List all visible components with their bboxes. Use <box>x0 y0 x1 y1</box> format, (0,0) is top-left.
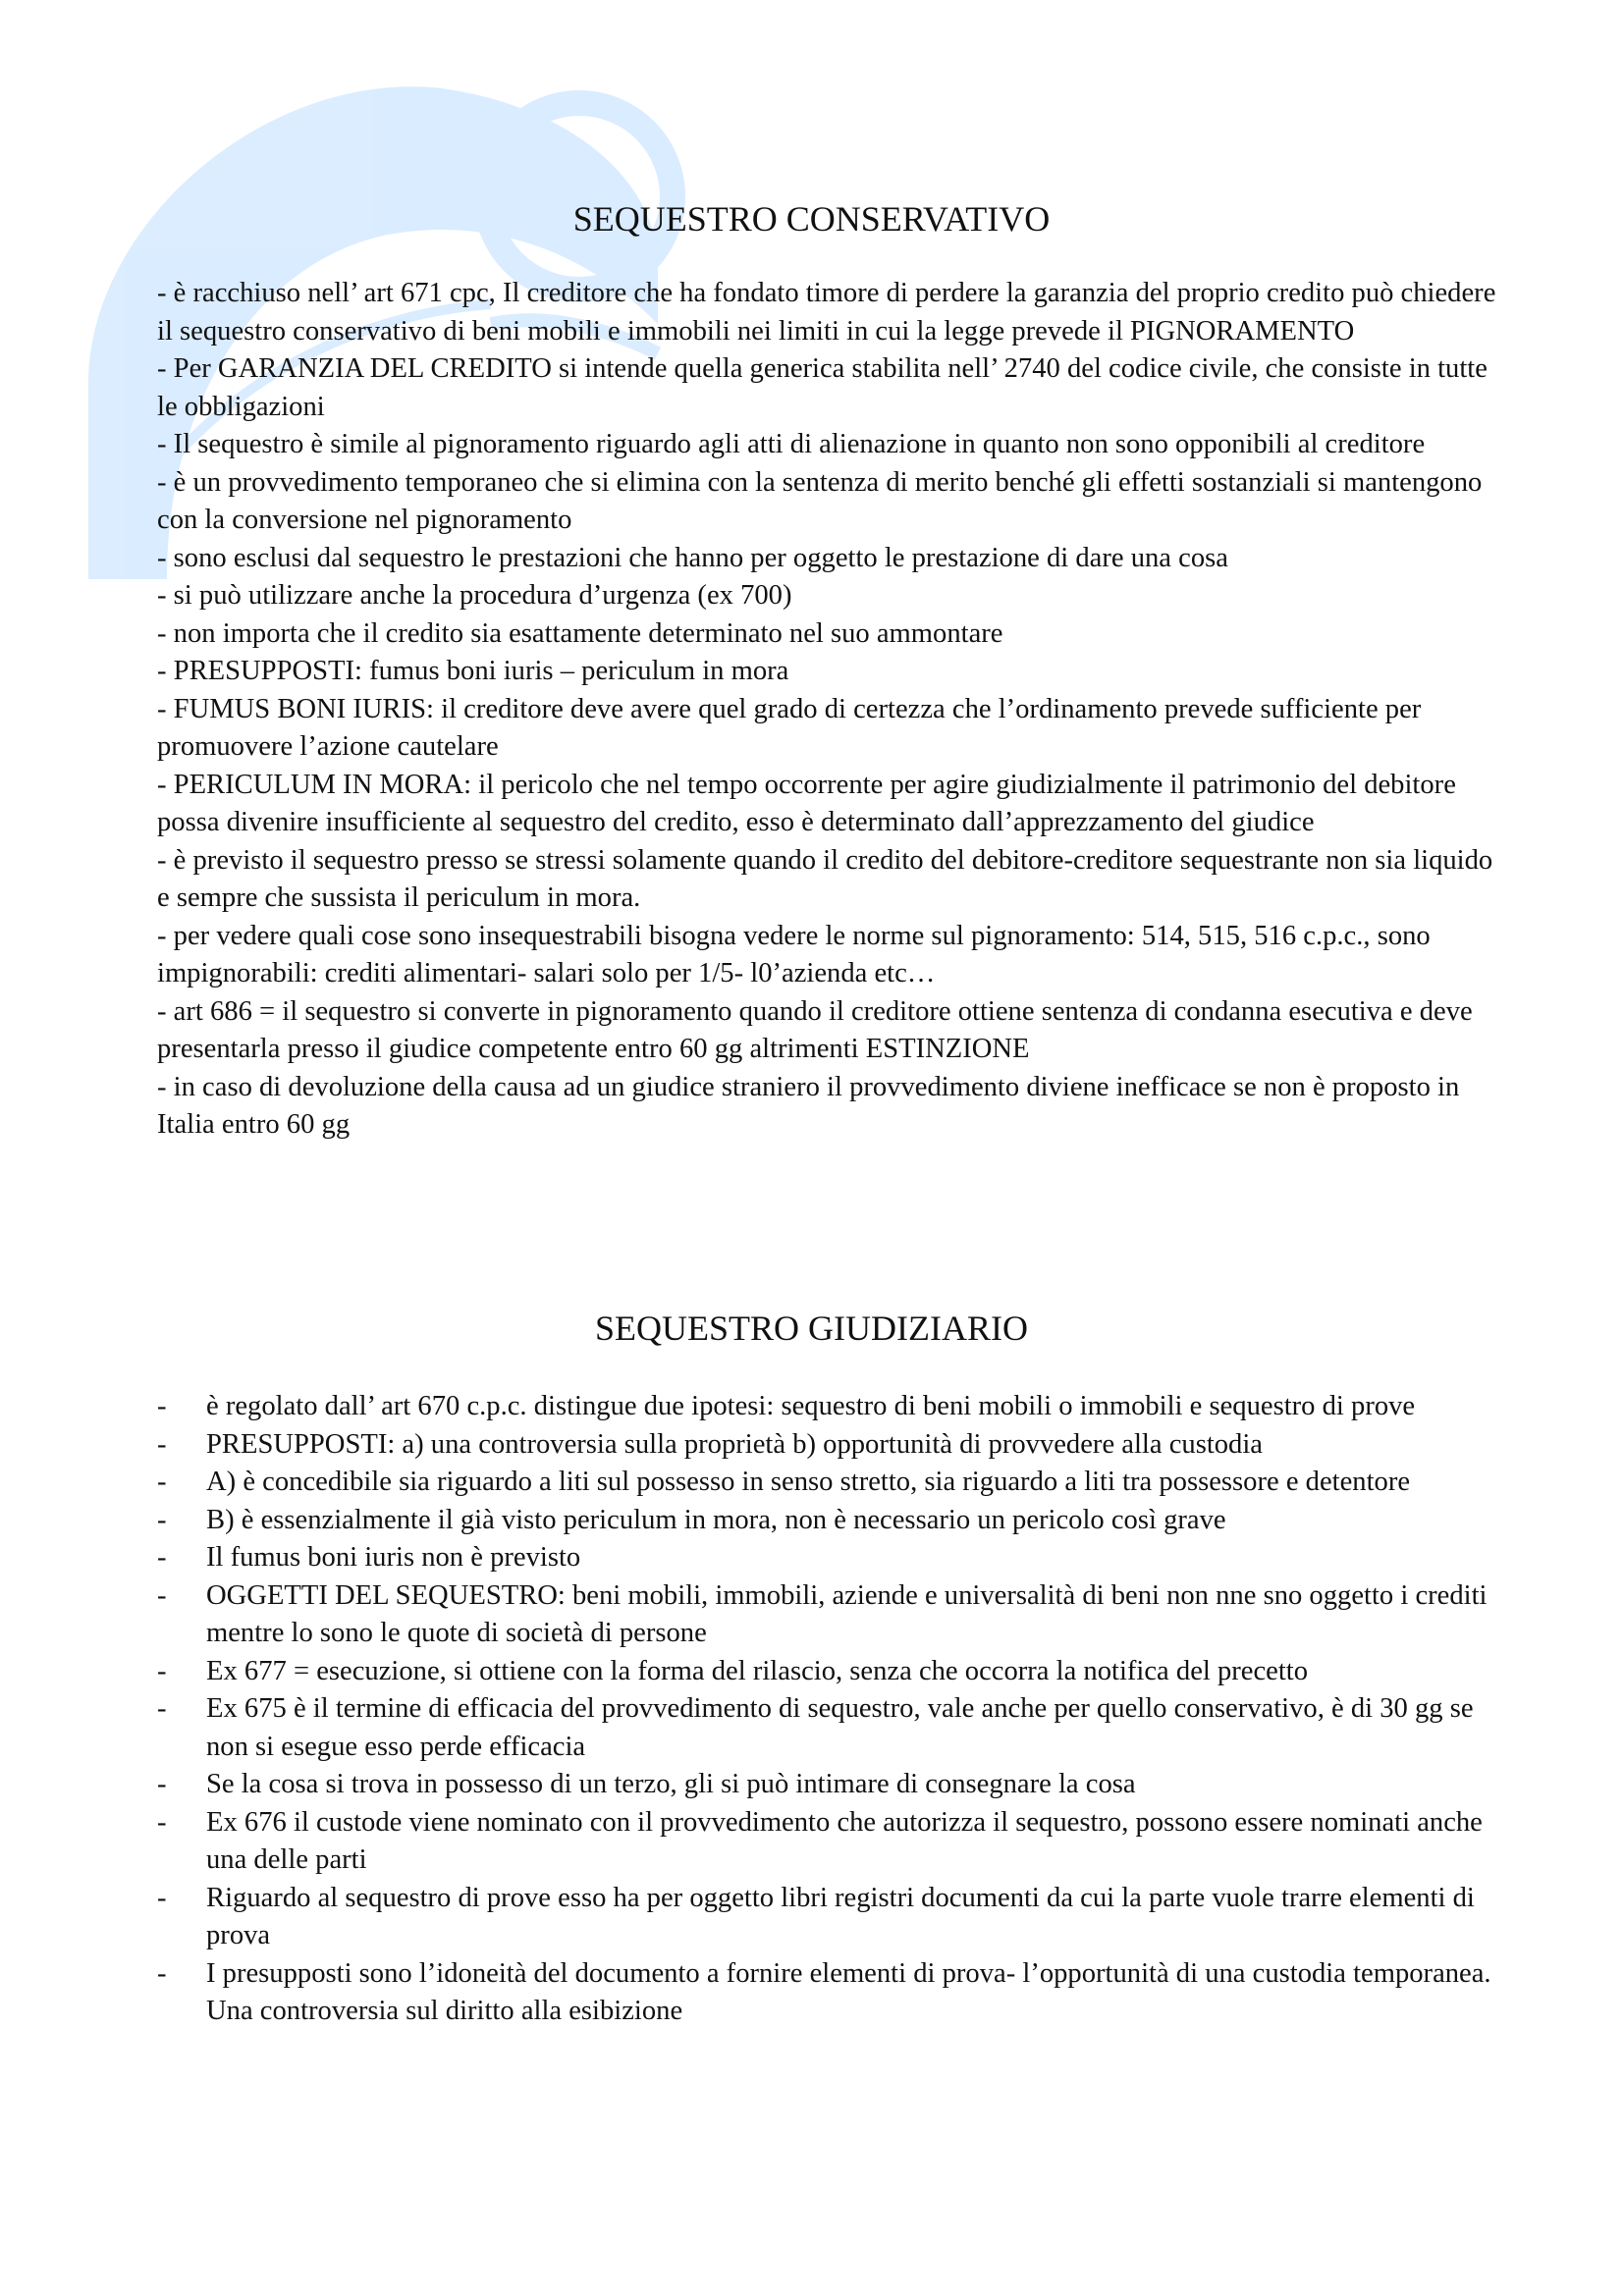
bullet-dash: - <box>157 1428 167 1460</box>
list-item-text: I presupposti sono l’idoneità del documento a fornire elementi di prova- l’opportunità di una custodia temporanea. Una controversia sul diritto alla esibizione <box>206 1957 1491 2026</box>
paragraph: - PRESUPPOSTI: fumus boni iuris – periculum in mora <box>157 656 789 686</box>
list-item <box>157 1388 1497 1426</box>
paragraph: - è racchiuso nell’ art 671 cpc, Il creditore che ha fondato timore di perdere la garanzia del proprio credito può chiedere il sequestro conservativo di beni mobili e immobili nei limiti in cui la legge prevede il PIGNORAMENTO <box>157 278 1496 347</box>
paragraph: - è un provvedimento temporaneo che si elimina con la sentenza di merito benché gli effetti sostanziali si mantengono con la conversione nel pignoramento <box>157 466 1483 535</box>
list-item-text: Se la cosa si trova in possesso di un terzo, gli si può intimare di consegnare la cosa <box>206 1769 1136 1799</box>
paragraph: - per vedere quali cose sono insequestrabili bisogna vedere le norme sul pignoramento: 514, 515, 516 c.p.c., sono impignorabili: crediti alimentari- salari solo per 1/5- l0’azienda etc… <box>157 920 1431 988</box>
paragraph: - è previsto il sequestro presso se stressi solamente quando il credito del debitore-creditore sequestrante non sia liquido e sempre che sussista il periculum in mora. <box>157 844 1493 913</box>
bullet-dash: - <box>157 1693 167 1724</box>
list-item <box>157 1653 1497 1691</box>
list-item-text: Ex 677 = esecuzione, si ottiene con la forma del rilascio, senza che occorra la notifica del precetto <box>206 1655 1309 1686</box>
paragraph: - Il sequestro è simile al pignoramento riguardo agli atti di alienazione in quanto non sono opponibili al creditore <box>157 429 1426 459</box>
list-item <box>157 1577 1497 1653</box>
list-item-text: Riguardo al sequestro di prove esso ha per oggetto libri registri documenti da cui la parte vuole trarre elementi di prova <box>206 1882 1475 1950</box>
section-list-giudiziario <box>157 1388 1497 2031</box>
list-item-text: A) è concedibile sia riguardo a liti sul possesso in senso stretto, sia riguardo a liti tra possessore e detentore <box>206 1467 1411 1497</box>
paragraph: - FUMUS BONI IURIS: il creditore deve avere quel grado di certezza che l’ordinamento prevede sufficiente per promuovere l’azione cautelare <box>157 693 1422 762</box>
list-item <box>157 1464 1497 1502</box>
list-item <box>157 1955 1497 2031</box>
list-item-text: B) è essenzialmente il già visto periculum in mora, non è necessario un pericolo così grave <box>206 1504 1226 1535</box>
list-item <box>157 1539 1497 1577</box>
bullet-dash: - <box>157 1391 167 1421</box>
list-item <box>157 1766 1497 1804</box>
bullet-dash: - <box>157 1806 167 1838</box>
list-item-text: OGGETTI DEL SEQUESTRO: beni mobili, immobili, aziende e universalità di beni non nne sno oggetto i crediti mentre lo sono le quote di società di persone <box>206 1579 1488 1648</box>
section-title-conservativo: SEQUESTRO CONSERVATIVO <box>572 199 1051 239</box>
bullet-dash: - <box>157 1957 167 1989</box>
bullet-dash: - <box>157 1769 167 1799</box>
paragraph: - Per GARANZIA DEL CREDITO si intende quella generica stabilita nell’ 2740 del codice civile, che consiste in tutte le obbligazioni <box>157 353 1488 422</box>
list-item <box>157 1690 1497 1766</box>
list-item <box>157 1804 1497 1880</box>
list-item-text: Il fumus boni iuris non è previsto <box>206 1542 581 1573</box>
section-title-giudiziario: SEQUESTRO GIUDIZIARIO <box>595 1308 1028 1348</box>
list-item-text: Ex 675 è il termine di efficacia del provvedimento di sequestro, vale anche per quello conservativo, è di 30 gg se non si esegue esso perde efficacia <box>206 1693 1474 1762</box>
paragraph: - PERICULUM IN MORA: il pericolo che nel tempo occorrente per agire giudizialmente il patrimonio del debitore possa divenire insufficiente al sequestro del credito, esso è determinato dall’apprezzamento del giudice <box>157 769 1456 837</box>
paragraph: - sono esclusi dal sequestro le prestazioni che hanno per oggetto le prestazione di dare una cosa <box>157 542 1228 573</box>
list-item <box>157 1426 1497 1465</box>
list-item-text: Ex 676 il custode viene nominato con il provvedimento che autorizza il sequestro, possono essere nominati anche una delle parti <box>206 1806 1483 1875</box>
bullet-dash: - <box>157 1579 167 1611</box>
paragraph: - non importa che il credito sia esattamente determinato nel suo ammontare <box>157 617 1003 649</box>
bullet-dash: - <box>157 1882 167 1913</box>
bullet-dash: - <box>157 1542 167 1573</box>
section-body-conservativo <box>157 275 1497 1145</box>
bullet-dash: - <box>157 1504 167 1535</box>
list-item <box>157 1880 1497 1955</box>
list-item <box>157 1502 1497 1540</box>
paragraph: - si può utilizzare anche la procedura d’urgenza (ex 700) <box>157 580 792 611</box>
list-item-text: è regolato dall’ art 670 c.p.c. distingue due ipotesi: sequestro di beni mobili o immobili e sequestro di prove <box>206 1391 1416 1421</box>
list-item-text: PRESUPPOSTI: a) una controversia sulla proprietà b) opportunità di provvedere alla custodia <box>206 1428 1263 1460</box>
bullet-dash: - <box>157 1467 167 1497</box>
bullet-dash: - <box>157 1655 167 1686</box>
paragraph: - in caso di devoluzione della causa ad un giudice straniero il provvedimento diviene inefficace se non è proposto in Italia entro 60 gg <box>157 1071 1460 1140</box>
paragraph: - art 686 = il sequestro si converte in pignoramento quando il creditore ottiene sentenza di condanna esecutiva e deve presentarla presso il giudice competente entro 60 gg altrimenti ESTINZIONE <box>157 995 1473 1064</box>
